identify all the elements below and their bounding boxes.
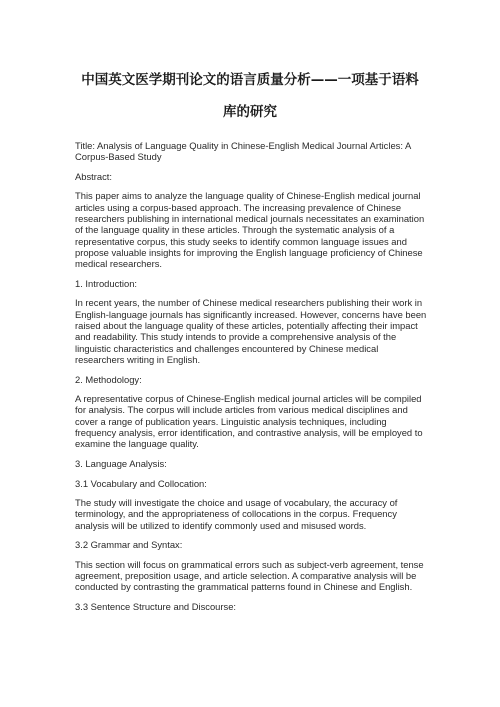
document-body <box>75 140 427 621</box>
chinese-title-line-2: 库的研究 <box>223 104 277 120</box>
section-heading-language-analysis: 3. Language Analysis: <box>75 457 167 469</box>
section-heading-methodology: 2. Methodology: <box>75 373 142 385</box>
abstract-heading: Abstract: <box>75 170 112 182</box>
subsection-heading-vocabulary: 3.1 Vocabulary and Collocation: <box>75 477 207 489</box>
introduction-paragraph: In recent years, the number of Chinese medical researchers publishing their work in English-language journals has significantly increased. However, concerns have been raised about the language quality of these articles, potentially affecting their impact and readability. This study intends to provide a comprehensive analysis of the linguistic characteristics and challenges encountered by Chinese medical researchers writing in English. <box>75 297 427 365</box>
chinese-title-line-1: 中国英文医学期刊论文的语言质量分析——一项基于语料 <box>81 72 419 88</box>
subsection-heading-sentence-structure: 3.3 Sentence Structure and Discourse: <box>75 601 237 613</box>
abstract-paragraph: This paper aims to analyze the language quality of Chinese-English medical journal articles using a corpus-based approach. The increasing prevalence of Chinese researchers publishing in international medical journals necessitates an examination of the language quality in these articles. Through the systematic analysis of a representative corpus, this study seeks to identify common language issues and propose valuable insights for improving the English language proficiency of Chinese medical researchers. <box>75 190 425 270</box>
section-heading-introduction: 1. Introduction: <box>75 277 138 289</box>
english-title: Title: Analysis of Language Quality in Chinese-English Medical Journal Articles: A Corpus-Based Study <box>75 140 411 163</box>
grammar-paragraph: This section will focus on grammatical errors such as subject-verb agreement, tense agreement, preposition usage, and article selection. A comparative analysis will be conducted by contrasting the grammatical patterns found in Chinese and English. <box>75 558 424 593</box>
vocabulary-paragraph: The study will investigate the choice and usage of vocabulary, the accuracy of terminology, and the appropriateness of collocations in the corpus. Frequency analysis will be utilized to identify commonly used and misused words. <box>75 497 398 531</box>
methodology-paragraph: A representative corpus of Chinese-English medical journal articles will be compiled for analysis. The corpus will include articles from various medical disciplines and cover a range of publication years. Linguistic analysis techniques, including frequency analysis, error identification, and contrastive analysis, will be employed to examine the language quality. <box>75 393 423 450</box>
subsection-heading-grammar: 3.2 Grammar and Syntax: <box>75 539 183 551</box>
